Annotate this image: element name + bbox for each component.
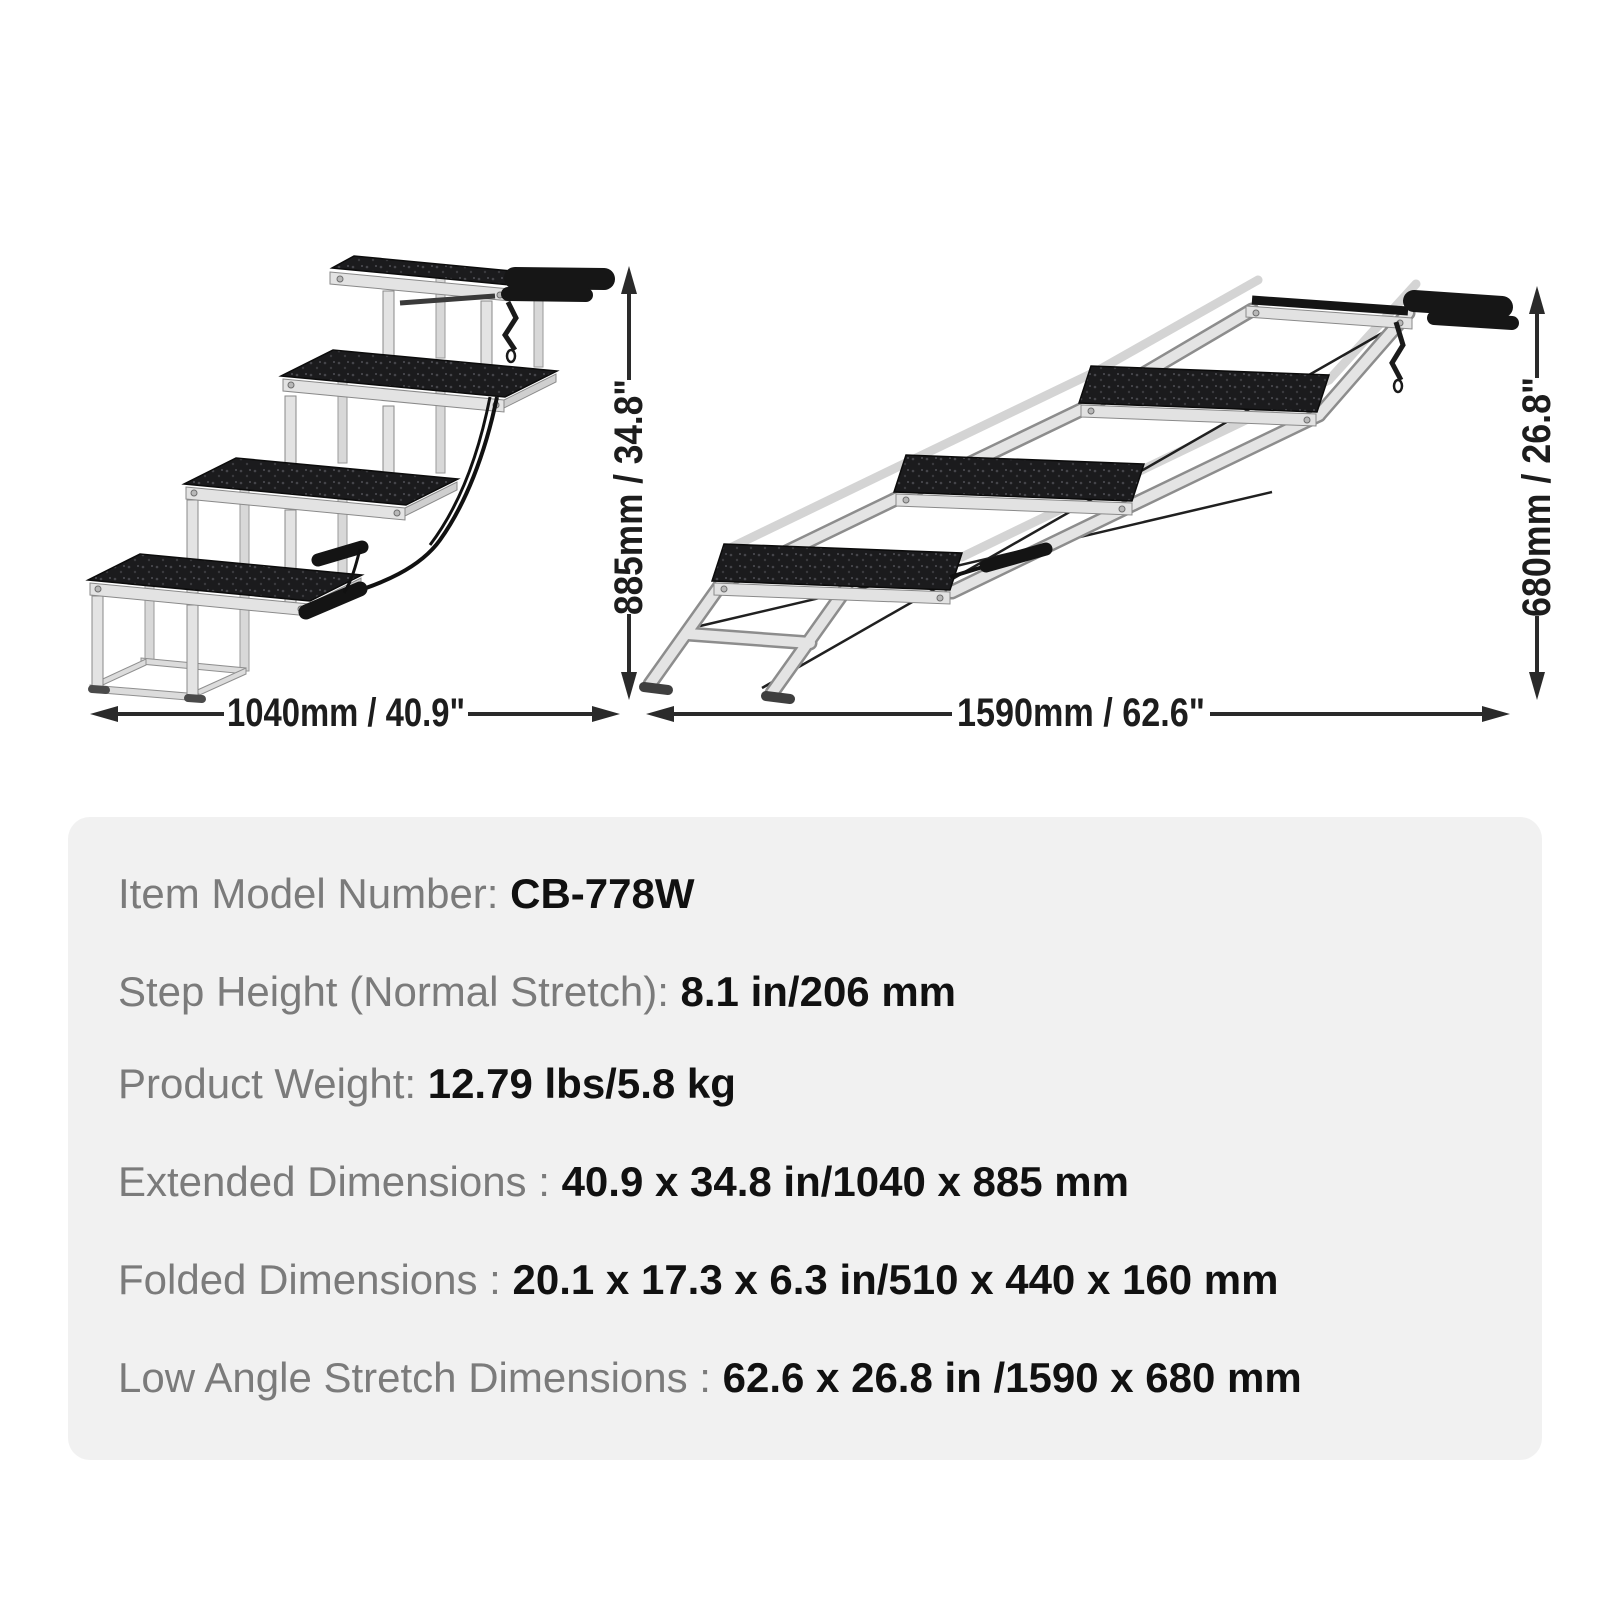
spec-row-weight (118, 1059, 736, 1109)
arrow-right-icon (1482, 706, 1510, 722)
spec-row-extended-dimensions (118, 1157, 1129, 1207)
frame-post (92, 596, 103, 687)
carry-handle (1414, 301, 1512, 323)
folded-width-label: 1040mm / 40.9" (227, 691, 465, 735)
spec-row-model (118, 869, 695, 919)
arrow-up-icon (621, 266, 637, 294)
stretched-width-label: 1590mm / 62.6" (957, 691, 1205, 735)
spec-value: 20.1 x 17.3 x 6.3 in/510 x 440 x 160 mm (512, 1256, 1279, 1303)
spec-value: 12.79 lbs/5.8 kg (427, 1060, 736, 1107)
frame-back-post (436, 266, 445, 358)
folded-height-dimension (607, 266, 651, 700)
spec-value: 62.6 x 26.8 in /1590 x 680 mm (722, 1354, 1302, 1401)
arrow-down-icon (1529, 672, 1545, 700)
spec-panel (68, 817, 1542, 1460)
arrow-left-icon (646, 706, 674, 722)
arrow-left-icon (90, 706, 118, 722)
folded-stairs-illustration (88, 256, 604, 701)
spec-label: Item Model Number: (118, 870, 511, 917)
spec-value: 40.9 x 34.8 in/1040 x 885 mm (561, 1158, 1129, 1205)
folded-height-label: 885mm / 34.8" (607, 346, 651, 615)
spec-label: Product Weight: (118, 1060, 428, 1107)
spec-row-step-height (118, 967, 956, 1017)
arrow-right-icon (592, 706, 620, 722)
tread (184, 458, 458, 520)
spec-label: Step Height (Normal Stretch): (118, 968, 681, 1015)
spec-row-low-angle-dimensions (118, 1353, 1302, 1403)
strap-clip (505, 302, 516, 362)
carry-handle (508, 278, 604, 295)
spec-label: Low Angle Stretch Dimensions : (118, 1354, 723, 1401)
tread (712, 544, 962, 604)
spec-value: 8.1 in/206 mm (680, 968, 957, 1015)
foot-pad (188, 698, 202, 699)
stretched-stairs-illustration (644, 280, 1512, 699)
stretched-height-label: 680mm / 26.8" (1515, 348, 1559, 617)
stretched-height-dimension (1515, 286, 1559, 700)
back-rail (1329, 284, 1416, 380)
tread (894, 455, 1144, 515)
arrow-up-icon (1529, 286, 1545, 314)
foot-pad (92, 689, 106, 690)
spec-row-folded-dimensions (118, 1255, 1278, 1305)
arrow-down-icon (621, 672, 637, 700)
tread (1079, 366, 1329, 426)
spec-label: Folded Dimensions : (118, 1256, 513, 1303)
foot-pad (766, 696, 790, 699)
foot-pad (644, 687, 668, 690)
spec-label: Extended Dimensions : (118, 1158, 562, 1205)
spec-value: CB-778W (510, 870, 695, 917)
dimension-diagrams (0, 0, 1600, 770)
frame-post (187, 605, 198, 697)
